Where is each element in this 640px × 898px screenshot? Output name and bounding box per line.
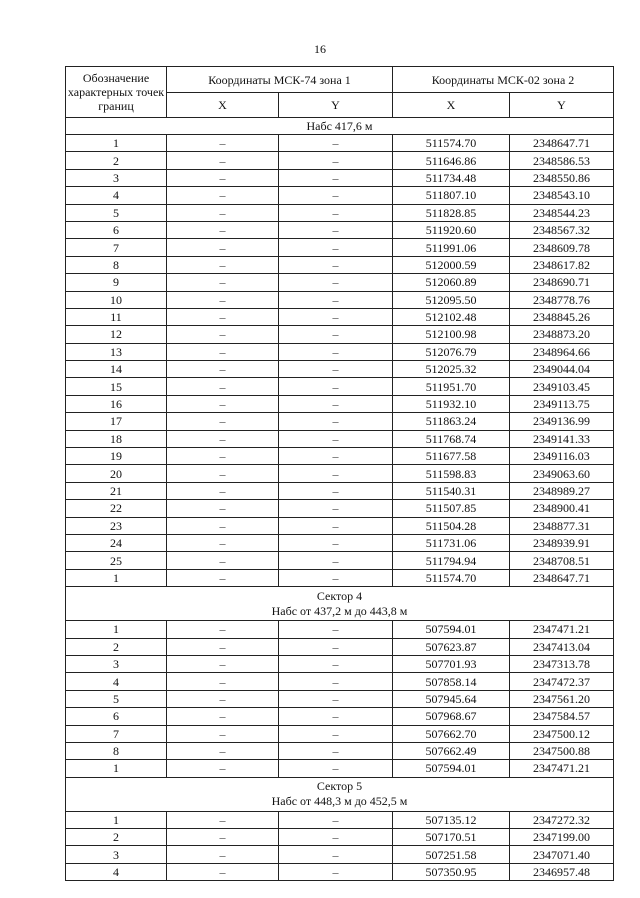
msk02-x-cell: 511504.28	[393, 517, 510, 534]
point-number-cell: 23	[66, 517, 167, 534]
msk74-y-cell: –	[279, 500, 393, 517]
msk74-x-cell: –	[167, 846, 279, 863]
msk74-x-cell: –	[167, 534, 279, 551]
msk02-x-cell: 511677.58	[393, 448, 510, 465]
section-title-cell	[66, 118, 614, 135]
msk74-x-cell: –	[167, 655, 279, 672]
msk74-x-cell: –	[167, 135, 279, 152]
table-row	[66, 482, 614, 499]
msk74-y-cell: –	[279, 742, 393, 759]
table-row	[66, 690, 614, 707]
msk02-x-cell: 512000.59	[393, 256, 510, 273]
msk02-y-cell: 2347272.32	[510, 811, 614, 828]
point-number-cell: 16	[66, 395, 167, 412]
msk74-x-cell: –	[167, 482, 279, 499]
msk02-x-cell: 511794.94	[393, 552, 510, 569]
msk02-x-cell: 507968.67	[393, 708, 510, 725]
msk02-x-cell: 511598.83	[393, 465, 510, 482]
msk02-y-cell: 2348647.71	[510, 135, 614, 152]
table-row	[66, 169, 614, 186]
msk02-x-cell: 507701.93	[393, 655, 510, 672]
section-subtitle: Нaбc 417,6 м	[306, 119, 373, 133]
table-row	[66, 863, 614, 880]
msk02-x-cell: 511646.86	[393, 152, 510, 169]
msk74-y-cell: –	[279, 239, 393, 256]
point-number-cell: 1	[66, 621, 167, 638]
msk02-y-cell: 2348617.82	[510, 256, 614, 273]
msk74-y-cell: –	[279, 725, 393, 742]
header-msk74: Координаты МСК-74 зона 1	[167, 67, 393, 93]
msk02-x-cell: 507662.70	[393, 725, 510, 742]
msk74-y-cell: –	[279, 274, 393, 291]
point-number-cell: 8	[66, 256, 167, 273]
table-row	[66, 655, 614, 672]
msk02-x-cell: 511574.70	[393, 135, 510, 152]
msk74-x-cell: –	[167, 221, 279, 238]
point-number-cell: 5	[66, 204, 167, 221]
msk02-x-cell: 507594.01	[393, 760, 510, 777]
msk02-y-cell: 2349113.75	[510, 395, 614, 412]
msk02-x-cell: 511951.70	[393, 378, 510, 395]
msk02-y-cell: 2348939.91	[510, 534, 614, 551]
msk74-x-cell: –	[167, 690, 279, 707]
msk02-x-cell: 507623.87	[393, 638, 510, 655]
msk02-y-cell: 2348544.23	[510, 204, 614, 221]
msk74-x-cell: –	[167, 274, 279, 291]
msk74-x-cell: –	[167, 413, 279, 430]
msk74-x-cell: –	[167, 517, 279, 534]
msk02-x-cell: 511991.06	[393, 239, 510, 256]
msk02-x-cell: 511828.85	[393, 204, 510, 221]
table-row	[66, 725, 614, 742]
point-number-cell: 8	[66, 742, 167, 759]
msk74-y-cell: –	[279, 569, 393, 586]
table-body	[66, 118, 614, 881]
table-row	[66, 465, 614, 482]
msk02-x-cell: 512060.89	[393, 274, 510, 291]
point-number-cell: 24	[66, 534, 167, 551]
point-number-cell: 11	[66, 308, 167, 325]
point-number-cell: 22	[66, 500, 167, 517]
section-header	[66, 118, 614, 135]
msk02-y-cell: 2348964.66	[510, 343, 614, 360]
msk02-y-cell: 2348989.27	[510, 482, 614, 499]
table-row	[66, 413, 614, 430]
table-row	[66, 448, 614, 465]
point-number-cell: 4	[66, 673, 167, 690]
msk74-x-cell: –	[167, 448, 279, 465]
msk02-y-cell: 2349063.60	[510, 465, 614, 482]
table-row	[66, 517, 614, 534]
point-number-cell: 20	[66, 465, 167, 482]
msk02-y-cell: 2347199.00	[510, 829, 614, 846]
msk74-y-cell: –	[279, 204, 393, 221]
msk02-y-cell: 2348586.53	[510, 152, 614, 169]
msk02-y-cell: 2348845.26	[510, 308, 614, 325]
table-row	[66, 430, 614, 447]
table-row	[66, 308, 614, 325]
table-row	[66, 673, 614, 690]
msk74-x-cell: –	[167, 708, 279, 725]
table-row	[66, 343, 614, 360]
table-row	[66, 742, 614, 759]
msk74-y-cell: –	[279, 169, 393, 186]
msk74-x-cell: –	[167, 430, 279, 447]
msk74-x-cell: –	[167, 256, 279, 273]
point-number-cell: 4	[66, 187, 167, 204]
msk74-x-cell: –	[167, 621, 279, 638]
table-row	[66, 569, 614, 586]
point-number-cell: 19	[66, 448, 167, 465]
msk74-y-cell: –	[279, 221, 393, 238]
msk74-y-cell: –	[279, 534, 393, 551]
msk74-y-cell: –	[279, 256, 393, 273]
msk02-x-cell: 507945.64	[393, 690, 510, 707]
msk74-x-cell: –	[167, 863, 279, 880]
msk74-x-cell: –	[167, 361, 279, 378]
msk02-x-cell: 511863.24	[393, 413, 510, 430]
point-number-cell: 6	[66, 221, 167, 238]
msk02-x-cell: 511731.06	[393, 534, 510, 551]
msk02-y-cell: 2347413.04	[510, 638, 614, 655]
point-number-cell: 3	[66, 846, 167, 863]
point-number-cell: 15	[66, 378, 167, 395]
msk74-y-cell: –	[279, 621, 393, 638]
msk74-x-cell: –	[167, 742, 279, 759]
msk02-y-cell: 2349136.99	[510, 413, 614, 430]
msk74-x-cell: –	[167, 187, 279, 204]
point-number-cell: 9	[66, 274, 167, 291]
table-row	[66, 534, 614, 551]
msk74-x-cell: –	[167, 569, 279, 586]
msk02-y-cell: 2349044.04	[510, 361, 614, 378]
msk02-y-cell: 2348567.32	[510, 221, 614, 238]
point-number-cell: 2	[66, 152, 167, 169]
msk74-x-cell: –	[167, 343, 279, 360]
table-row	[66, 221, 614, 238]
msk02-x-cell: 512076.79	[393, 343, 510, 360]
msk02-x-cell: 507251.58	[393, 846, 510, 863]
msk74-x-cell: –	[167, 500, 279, 517]
msk74-x-cell: –	[167, 239, 279, 256]
msk74-x-cell: –	[167, 760, 279, 777]
msk74-y-cell: –	[279, 378, 393, 395]
msk74-x-cell: –	[167, 395, 279, 412]
section-title-cell	[66, 777, 614, 811]
msk02-x-cell: 511807.10	[393, 187, 510, 204]
msk02-x-cell: 507662.49	[393, 742, 510, 759]
table-row	[66, 846, 614, 863]
msk02-y-cell: 2348900.41	[510, 500, 614, 517]
msk02-y-cell: 2348708.51	[510, 552, 614, 569]
point-number-cell: 3	[66, 655, 167, 672]
msk74-y-cell: –	[279, 655, 393, 672]
msk02-y-cell: 2348690.71	[510, 274, 614, 291]
table-row	[66, 361, 614, 378]
msk74-x-cell: –	[167, 152, 279, 169]
point-number-cell: 2	[66, 638, 167, 655]
msk74-y-cell: –	[279, 552, 393, 569]
msk74-y-cell: –	[279, 863, 393, 880]
msk02-y-cell: 2347313.78	[510, 655, 614, 672]
msk02-y-cell: 2347472.37	[510, 673, 614, 690]
header-msk02: Координаты МСК-02 зона 2	[393, 67, 614, 93]
msk02-x-cell: 511768.74	[393, 430, 510, 447]
msk02-x-cell: 511734.48	[393, 169, 510, 186]
msk02-x-cell: 512025.32	[393, 361, 510, 378]
point-number-cell: 1	[66, 569, 167, 586]
msk02-x-cell: 511932.10	[393, 395, 510, 412]
msk02-y-cell: 2347471.21	[510, 621, 614, 638]
msk02-x-cell: 512100.98	[393, 326, 510, 343]
section-header	[66, 777, 614, 811]
msk02-y-cell: 2348647.71	[510, 569, 614, 586]
msk02-x-cell: 511574.70	[393, 569, 510, 586]
point-number-cell: 13	[66, 343, 167, 360]
msk02-y-cell: 2348609.78	[510, 239, 614, 256]
msk02-x-cell: 511920.60	[393, 221, 510, 238]
msk02-y-cell: 2348778.76	[510, 291, 614, 308]
msk74-y-cell: –	[279, 482, 393, 499]
point-number-cell: 17	[66, 413, 167, 430]
msk74-x-cell: –	[167, 204, 279, 221]
section-subtitle: Нaбc от 448,3 м до 452,5 м	[271, 794, 408, 809]
msk02-y-cell: 2349141.33	[510, 430, 614, 447]
msk74-x-cell: –	[167, 811, 279, 828]
msk74-y-cell: –	[279, 465, 393, 482]
page-number: 16	[314, 42, 326, 56]
section-header	[66, 587, 614, 621]
table-row	[66, 204, 614, 221]
msk74-y-cell: –	[279, 135, 393, 152]
point-number-cell: 25	[66, 552, 167, 569]
msk74-y-cell: –	[279, 152, 393, 169]
msk74-y-cell: –	[279, 343, 393, 360]
table-row	[66, 135, 614, 152]
msk74-y-cell: –	[279, 517, 393, 534]
table-row	[66, 552, 614, 569]
point-number-cell: 7	[66, 725, 167, 742]
msk74-y-cell: –	[279, 187, 393, 204]
msk74-y-cell: –	[279, 760, 393, 777]
point-number-cell: 3	[66, 169, 167, 186]
msk02-x-cell: 507858.14	[393, 673, 510, 690]
section-title-cell	[66, 587, 614, 621]
msk02-x-cell: 512095.50	[393, 291, 510, 308]
table-row	[66, 621, 614, 638]
header-msk74-y: Y	[279, 93, 393, 118]
table-row	[66, 708, 614, 725]
msk02-y-cell: 2347561.20	[510, 690, 614, 707]
table-row	[66, 239, 614, 256]
msk74-y-cell: –	[279, 708, 393, 725]
msk02-y-cell: 2348873.20	[510, 326, 614, 343]
table-row	[66, 291, 614, 308]
msk02-y-cell: 2347500.88	[510, 742, 614, 759]
table-row	[66, 187, 614, 204]
table-row	[66, 829, 614, 846]
header-msk02-y: Y	[510, 93, 614, 118]
msk02-y-cell: 2348877.31	[510, 517, 614, 534]
msk74-x-cell: –	[167, 169, 279, 186]
point-number-cell: 2	[66, 829, 167, 846]
msk74-y-cell: –	[279, 361, 393, 378]
point-number-cell: 21	[66, 482, 167, 499]
msk02-x-cell: 507350.95	[393, 863, 510, 880]
msk74-x-cell: –	[167, 378, 279, 395]
msk02-x-cell: 511540.31	[393, 482, 510, 499]
table-row	[66, 638, 614, 655]
msk02-x-cell: 507135.12	[393, 811, 510, 828]
msk74-y-cell: –	[279, 673, 393, 690]
msk74-y-cell: –	[279, 413, 393, 430]
section-subtitle: Нaбc от 437,2 м до 443,8 м	[271, 603, 408, 618]
msk74-x-cell: –	[167, 465, 279, 482]
table-row	[66, 326, 614, 343]
point-number-cell: 5	[66, 690, 167, 707]
msk02-y-cell: 2347500.12	[510, 725, 614, 742]
section-title: Сектор 5	[316, 779, 363, 794]
msk74-x-cell: –	[167, 638, 279, 655]
msk02-y-cell: 2347471.21	[510, 760, 614, 777]
point-number-cell: 14	[66, 361, 167, 378]
msk74-y-cell: –	[279, 308, 393, 325]
point-number-cell: 10	[66, 291, 167, 308]
msk02-x-cell: 512102.48	[393, 308, 510, 325]
table-row	[66, 274, 614, 291]
coordinates-table	[65, 66, 614, 881]
table-row	[66, 500, 614, 517]
msk74-x-cell: –	[167, 829, 279, 846]
msk74-x-cell: –	[167, 291, 279, 308]
point-number-cell: 7	[66, 239, 167, 256]
table-row	[66, 378, 614, 395]
msk02-y-cell: 2349103.45	[510, 378, 614, 395]
point-number-cell: 4	[66, 863, 167, 880]
point-number-cell: 1	[66, 760, 167, 777]
msk74-x-cell: –	[167, 326, 279, 343]
table-row	[66, 152, 614, 169]
msk74-y-cell: –	[279, 326, 393, 343]
msk74-y-cell: –	[279, 448, 393, 465]
table-row	[66, 395, 614, 412]
point-number-cell: 6	[66, 708, 167, 725]
header-designation: Обозначение характерных точек границ	[66, 67, 167, 118]
msk74-y-cell: –	[279, 638, 393, 655]
section-title: Сектор 4	[316, 588, 363, 603]
msk74-x-cell: –	[167, 725, 279, 742]
point-number-cell: 1	[66, 811, 167, 828]
msk02-x-cell: 511507.85	[393, 500, 510, 517]
header-msk74-x: X	[167, 93, 279, 118]
msk02-x-cell: 507170.51	[393, 829, 510, 846]
header-msk02-x: X	[393, 93, 510, 118]
msk74-y-cell: –	[279, 430, 393, 447]
table-row	[66, 811, 614, 828]
msk02-y-cell: 2347071.40	[510, 846, 614, 863]
msk74-y-cell: –	[279, 395, 393, 412]
msk74-y-cell: –	[279, 829, 393, 846]
table-row	[66, 760, 614, 777]
msk74-y-cell: –	[279, 846, 393, 863]
msk02-y-cell: 2348543.10	[510, 187, 614, 204]
msk74-y-cell: –	[279, 811, 393, 828]
msk74-x-cell: –	[167, 308, 279, 325]
point-number-cell: 18	[66, 430, 167, 447]
msk02-x-cell: 507594.01	[393, 621, 510, 638]
table-row	[66, 256, 614, 273]
point-number-cell: 12	[66, 326, 167, 343]
msk74-x-cell: –	[167, 673, 279, 690]
msk02-y-cell: 2348550.86	[510, 169, 614, 186]
point-number-cell: 1	[66, 135, 167, 152]
msk74-y-cell: –	[279, 291, 393, 308]
msk02-y-cell: 2347584.57	[510, 708, 614, 725]
msk02-y-cell: 2346957.48	[510, 863, 614, 880]
msk74-x-cell: –	[167, 552, 279, 569]
msk74-y-cell: –	[279, 690, 393, 707]
msk02-y-cell: 2349116.03	[510, 448, 614, 465]
